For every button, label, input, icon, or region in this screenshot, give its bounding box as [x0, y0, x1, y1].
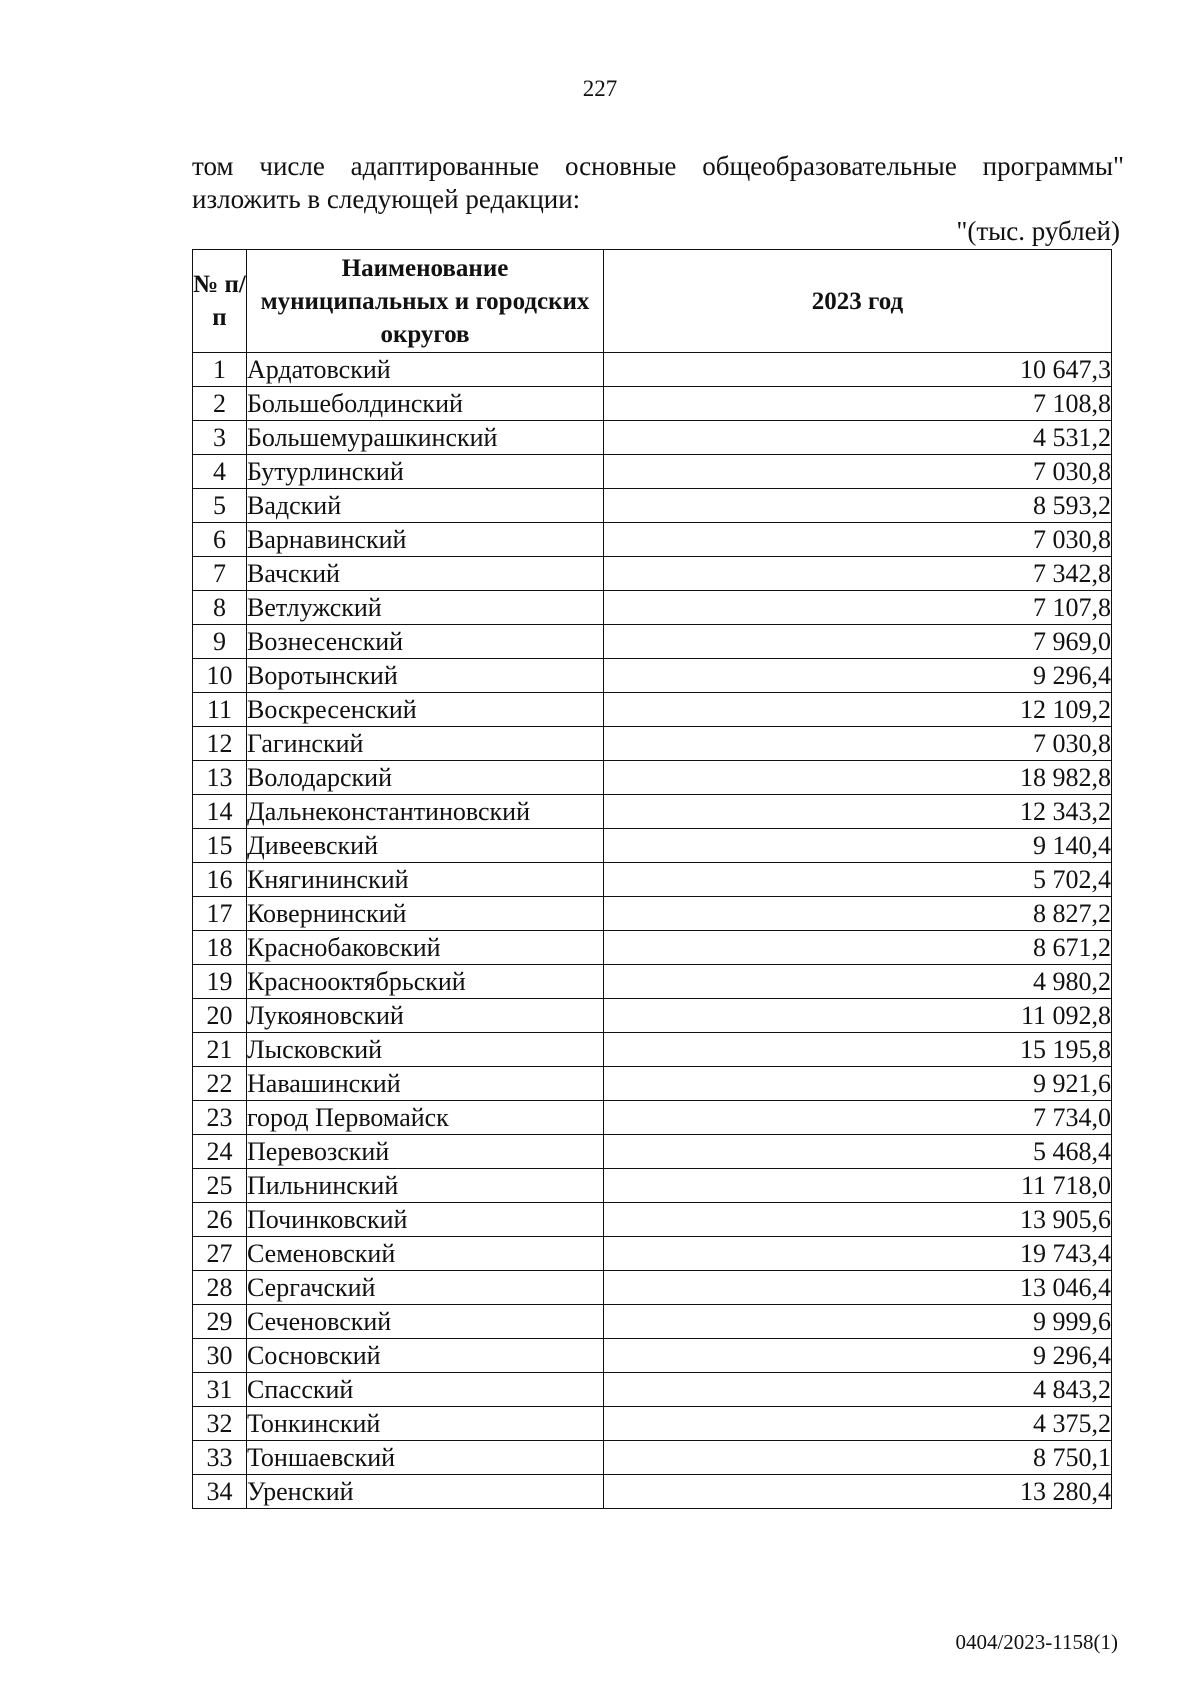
table-row	[193, 1237, 1112, 1271]
row-number: 9	[193, 625, 247, 659]
row-name: Починковский	[247, 1203, 604, 1237]
row-number: 31	[193, 1373, 247, 1407]
row-number: 22	[193, 1067, 247, 1101]
table-row	[193, 727, 1112, 761]
table-row	[193, 795, 1112, 829]
row-number: 28	[193, 1271, 247, 1305]
table-row	[193, 557, 1112, 591]
row-value: 12 109,2	[604, 693, 1112, 727]
row-value: 5 702,4	[604, 863, 1112, 897]
intro-line-2: изложить в следующей редакции:	[192, 184, 581, 214]
row-number: 30	[193, 1339, 247, 1373]
row-value: 8 671,2	[604, 931, 1112, 965]
row-value: 9 921,6	[604, 1067, 1112, 1101]
row-value: 9 140,4	[604, 829, 1112, 863]
table-row	[193, 693, 1112, 727]
row-value: 4 531,2	[604, 421, 1112, 455]
row-name: Ветлужский	[247, 591, 604, 625]
row-name: Краснооктябрьский	[247, 965, 604, 999]
document-code: 0404/2023-1158(1)	[955, 1630, 1118, 1654]
table-row	[193, 965, 1112, 999]
header-year: 2023 год	[604, 250, 1112, 353]
row-number: 17	[193, 897, 247, 931]
intro-paragraph	[192, 150, 1124, 216]
row-value: 4 375,2	[604, 1407, 1112, 1441]
row-value: 7 030,8	[604, 455, 1112, 489]
row-name: Гагинский	[247, 727, 604, 761]
row-name: Воротынский	[247, 659, 604, 693]
row-name: Воскресенский	[247, 693, 604, 727]
row-name: Вачский	[247, 557, 604, 591]
row-name: Большеболдинский	[247, 387, 604, 421]
table-row	[193, 455, 1112, 489]
row-number: 2	[193, 387, 247, 421]
row-value: 15 195,8	[604, 1033, 1112, 1067]
table-row	[193, 353, 1112, 387]
units-label: "(тыс. рублей)	[956, 216, 1120, 246]
row-value: 13 280,4	[604, 1475, 1112, 1509]
row-value: 19 743,4	[604, 1237, 1112, 1271]
table-row	[193, 1339, 1112, 1373]
table-row	[193, 1101, 1112, 1135]
row-name: Ковернинский	[247, 897, 604, 931]
row-value: 9 296,4	[604, 1339, 1112, 1373]
table-row	[193, 999, 1112, 1033]
row-value: 13 046,4	[604, 1271, 1112, 1305]
table-row	[193, 1135, 1112, 1169]
row-number: 6	[193, 523, 247, 557]
table-row	[193, 829, 1112, 863]
row-number: 1	[193, 353, 247, 387]
row-number: 11	[193, 693, 247, 727]
table-row	[193, 1373, 1112, 1407]
row-value: 18 982,8	[604, 761, 1112, 795]
table-row	[193, 863, 1112, 897]
row-number: 7	[193, 557, 247, 591]
row-name: Пильнинский	[247, 1169, 604, 1203]
table-row	[193, 1169, 1112, 1203]
row-number: 27	[193, 1237, 247, 1271]
table-row	[193, 1067, 1112, 1101]
row-name: Бутурлинский	[247, 455, 604, 489]
row-name: город Первомайск	[247, 1101, 604, 1135]
row-number: 13	[193, 761, 247, 795]
row-name: Дивеевский	[247, 829, 604, 863]
header-number: № п/п	[193, 250, 247, 353]
row-name: Уренский	[247, 1475, 604, 1509]
row-number: 10	[193, 659, 247, 693]
header-name: Наименование муниципальных и городских округов	[247, 250, 604, 353]
row-name: Перевозский	[247, 1135, 604, 1169]
row-value: 8 750,1	[604, 1441, 1112, 1475]
row-name: Сеченовский	[247, 1305, 604, 1339]
row-number: 21	[193, 1033, 247, 1067]
row-value: 9 999,6	[604, 1305, 1112, 1339]
row-name: Лысковский	[247, 1033, 604, 1067]
intro-line-1: том числе адаптированные основные общеобразовательные программы"	[192, 151, 1124, 181]
row-number: 24	[193, 1135, 247, 1169]
row-value: 11 718,0	[604, 1169, 1112, 1203]
table-row	[193, 591, 1112, 625]
row-value: 13 905,6	[604, 1203, 1112, 1237]
row-value: 11 092,8	[604, 999, 1112, 1033]
row-number: 33	[193, 1441, 247, 1475]
table-row	[193, 1475, 1112, 1509]
row-value: 7 108,8	[604, 387, 1112, 421]
row-number: 19	[193, 965, 247, 999]
table-row	[193, 421, 1112, 455]
row-value: 4 980,2	[604, 965, 1112, 999]
table-row	[193, 387, 1112, 421]
table-row	[193, 1305, 1112, 1339]
table-row	[193, 1033, 1112, 1067]
table-row	[193, 489, 1112, 523]
table-row	[193, 897, 1112, 931]
row-number: 23	[193, 1101, 247, 1135]
table-row	[193, 1203, 1112, 1237]
row-number: 5	[193, 489, 247, 523]
row-value: 7 107,8	[604, 591, 1112, 625]
row-name: Краснобаковский	[247, 931, 604, 965]
row-value: 5 468,4	[604, 1135, 1112, 1169]
row-number: 12	[193, 727, 247, 761]
row-number: 26	[193, 1203, 247, 1237]
row-value: 4 843,2	[604, 1373, 1112, 1407]
row-name: Вознесенский	[247, 625, 604, 659]
row-number: 32	[193, 1407, 247, 1441]
row-number: 16	[193, 863, 247, 897]
row-number: 8	[193, 591, 247, 625]
table-body	[193, 353, 1112, 1509]
table-row	[193, 659, 1112, 693]
table-row	[193, 523, 1112, 557]
row-name: Спасский	[247, 1373, 604, 1407]
row-name: Сергачский	[247, 1271, 604, 1305]
row-value: 7 030,8	[604, 523, 1112, 557]
row-value: 12 343,2	[604, 795, 1112, 829]
row-number: 4	[193, 455, 247, 489]
row-value: 7 734,0	[604, 1101, 1112, 1135]
row-value: 7 969,0	[604, 625, 1112, 659]
row-name: Дальнеконстантиновский	[247, 795, 604, 829]
row-name: Вадский	[247, 489, 604, 523]
row-number: 25	[193, 1169, 247, 1203]
row-value: 8 827,2	[604, 897, 1112, 931]
row-name: Варнавинский	[247, 523, 604, 557]
row-number: 3	[193, 421, 247, 455]
table-row	[193, 931, 1112, 965]
row-name: Большемурашкинский	[247, 421, 604, 455]
allocation-table	[192, 249, 1112, 1509]
row-name: Лукояновский	[247, 999, 604, 1033]
row-value: 7 342,8	[604, 557, 1112, 591]
row-value: 7 030,8	[604, 727, 1112, 761]
row-name: Володарский	[247, 761, 604, 795]
row-number: 18	[193, 931, 247, 965]
row-name: Ардатовский	[247, 353, 604, 387]
row-name: Тонкинский	[247, 1407, 604, 1441]
row-value: 8 593,2	[604, 489, 1112, 523]
table-row	[193, 1407, 1112, 1441]
page-number: 227	[582, 76, 618, 101]
row-value: 9 296,4	[604, 659, 1112, 693]
row-name: Навашинский	[247, 1067, 604, 1101]
table-row	[193, 761, 1112, 795]
row-number: 34	[193, 1475, 247, 1509]
row-name: Сосновский	[247, 1339, 604, 1373]
table-header-row	[193, 250, 1112, 353]
row-name: Тоншаевский	[247, 1441, 604, 1475]
row-number: 14	[193, 795, 247, 829]
table-row	[193, 1271, 1112, 1305]
row-number: 15	[193, 829, 247, 863]
row-name: Семеновский	[247, 1237, 604, 1271]
table-row	[193, 625, 1112, 659]
row-number: 20	[193, 999, 247, 1033]
row-number: 29	[193, 1305, 247, 1339]
row-value: 10 647,3	[604, 353, 1112, 387]
table-row	[193, 1441, 1112, 1475]
row-name: Княгининский	[247, 863, 604, 897]
